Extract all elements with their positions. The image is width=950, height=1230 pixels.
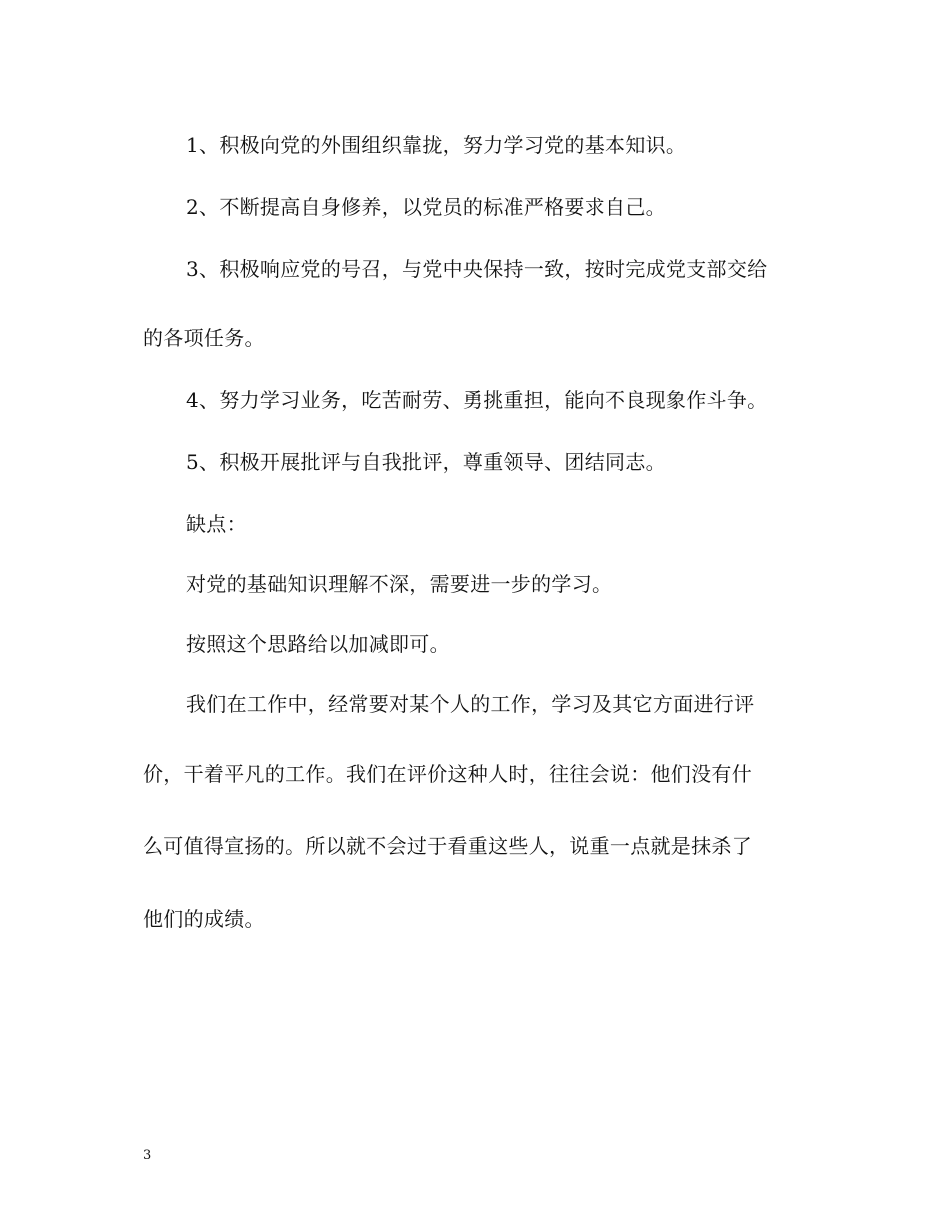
paragraph-line-3: 么可值得宣扬的。所以就不会过于看重这些人，说重一点就是抹杀了 <box>143 834 752 858</box>
shortcomings-heading: 缺点： <box>186 512 247 536</box>
shortcomings-text: 对党的基础知识理解不深，需要进一步的学习。 <box>186 572 613 596</box>
instruction-note: 按照这个思路给以加减即可。 <box>186 632 450 656</box>
list-item-4: 4、努力学习业务，吃苦耐劳、勇挑重担，能向不良现象作斗争。 <box>186 388 768 412</box>
list-item-2: 2、不断提高自身修养，以党员的标准严格要求自己。 <box>186 195 666 219</box>
paragraph-line-2: 价，干着平凡的工作。我们在评价这种人时，往往会说：他们没有什 <box>143 762 752 786</box>
paragraph-line-4: 他们的成绩。 <box>143 907 265 931</box>
page-number: 3 <box>143 1148 152 1163</box>
list-item-1: 1、积极向党的外围组织靠拢，努力学习党的基本知识。 <box>186 133 687 157</box>
list-item-3-line-1: 3、积极响应党的号召，与党中央保持一致，按时完成党支部交给 <box>186 257 768 281</box>
list-item-5: 5、积极开展批评与自我批评，尊重领导、团结同志。 <box>186 450 666 474</box>
list-item-3-line-2: 的各项任务。 <box>143 326 265 350</box>
paragraph-line-1: 我们在工作中，经常要对某个人的工作，学习及其它方面进行评 <box>186 692 755 716</box>
